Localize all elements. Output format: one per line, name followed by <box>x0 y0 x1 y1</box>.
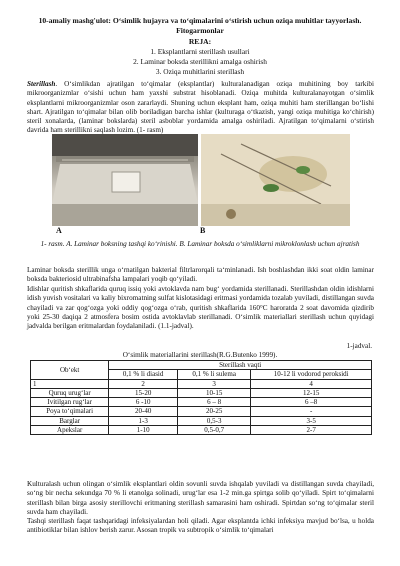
laminar-box-photo <box>52 134 198 226</box>
table-row <box>31 426 372 435</box>
table-row <box>31 407 372 416</box>
photo-label-a: A <box>56 226 62 235</box>
subheader-cell: 10-12 li vodorod peroksidi <box>251 370 372 379</box>
number-cell: 1 <box>31 379 109 388</box>
table-cell: Barglar <box>31 416 109 425</box>
table-row <box>31 388 372 397</box>
paragraph-laminar: Laminar boksda sterillik unga o‘rnatilgan bakterial filtrlarorqali ta‘minlanadi. Ish boshlashdan ikki soat oldin laminar boksda bakteriosid ultrabinafsha lampalari yoqib qo‘yiladi. <box>27 266 374 284</box>
page-title: 10-amaliy mashg'ulot: O‘simlik hujayra va to‘qimalarini o‘stirish uchun oziqa muhitlar tayyorlash. Fitogarmonlar <box>38 16 362 35</box>
table-number-row <box>31 379 372 388</box>
laminar-box-illustration <box>52 134 198 226</box>
table-header-row <box>31 361 372 370</box>
table-title: O‘simlik materiallarini sterillash(R.G.Butenko 1999). <box>122 351 278 359</box>
table-cell: 3-5 <box>251 416 372 425</box>
figure-caption: 1- rasm. A. Laminar boksning tashqi ko‘rinishi. B. Laminar boksda o‘simliklarni mikroklonlash uchun ajratish <box>40 240 360 248</box>
subheader-cell: 0,1 % li diasid <box>109 370 178 379</box>
table-cell: 2-7 <box>251 426 372 435</box>
table-cell: 20-25 <box>177 407 250 416</box>
subheader-cell: 0,1 % li sulema <box>177 370 250 379</box>
header-object: Ob‘ekt <box>31 361 109 380</box>
number-cell: 3 <box>177 379 250 388</box>
plan-item: 3. Oziqa muhitlarini sterillash <box>155 67 245 76</box>
plan-item: 2. Laminar boksda sterillikni amalga oshirish <box>133 57 267 66</box>
paragraph-explants: Kulturalash uchun olingan o‘simlik eksplantlari oldin sovunli suvda ishqalab yuviladi va distillangan suvda chayiladi, so‘ng bir necha sekundga 70 % li etanolga solinadi, urug‘lar esa 1-2 min.ga spirtga solib qo‘yiladi. Spirt to‘qimalarni sterillash bilan birga asosiy sterillovchi eritmaning sterillash samarasini ham oshiradi. Spirtdan so‘ng to‘qimalar steril suvda ham chayiladi. <box>27 480 374 516</box>
table-cell: 1-10 <box>109 426 178 435</box>
table-cell: Quruq urug‘lar <box>31 388 109 397</box>
table-cell: 12-15 <box>251 388 372 397</box>
plan-list <box>0 47 400 77</box>
table-cell: 15-20 <box>109 388 178 397</box>
table-cell: 1-3 <box>109 416 178 425</box>
table-row <box>31 398 372 407</box>
table-cell: 6 – 8 <box>177 398 250 407</box>
sterilization-table <box>30 360 372 435</box>
table-cell: - <box>251 407 372 416</box>
plan-heading: REJA: <box>188 37 212 46</box>
table-cell: Apekslar <box>31 426 109 435</box>
table-cell: 20-40 <box>109 407 178 416</box>
microcloning-illustration <box>201 134 350 226</box>
table-cell: 6 -10 <box>109 398 178 407</box>
table-label: 1-jadval. <box>346 342 372 350</box>
photo-label-b: B <box>200 226 206 235</box>
figure-photos <box>52 134 350 226</box>
table-cell: 0,5-3 <box>177 416 250 425</box>
microcloning-photo <box>201 134 350 226</box>
number-cell: 4 <box>251 379 372 388</box>
paragraph-dishes: Idishlar quritish shkaflarida quruq issiq yoki avtoklavda nam bug‘ yordamida sterillanadi. Sterillashdan oldin idishlarni idish yuvish vositalari va kaliy bixromatning sulfat kislotasidagi eritmasi yordamida tozalab yuviladi, distillangan suvda chayiladi va zar qog‘ozga yoki oddiy qog‘ozga o‘rab, quritish shkaflarida 160°C haroratda 2 soat davomida qizdirib yoki 25-30 daqiqa 2 atmosfera bosim ostida avtoklavlab sterillanadi. O‘simlik materiallari sterillash uchun quyidagi jadvalda berilgan eritmalardan foydalaniladi. (1.1-jadval). <box>27 285 374 331</box>
table-cell: Poya to‘qimalari <box>31 407 109 416</box>
table-cell: 0,5-0,7 <box>177 426 250 435</box>
paragraph-infection: Tashqi sterillash faqat tashqaridagi infeksiyalardan holi qiladi. Agar eksplantda ichki infeksiya mavjud bo‘lsa, u holda antibiotiklar bilan ishlov berish zarur. Asosan tropik va subtropik o‘simlik to‘qimalari <box>27 517 374 535</box>
term-sterillash: Sterillash <box>27 80 56 88</box>
paragraph-text: . O‘simlikdan ajratilgan to‘qimalar (eksplantlar) kulturalanadigan oziqa muhitining boy tarkibi mikroorganizmlar o‘sishi uchun ham yaxshi substrat hisoblanadi. Oziqa muhitda kulturalanayotgan o‘simlik eksplantlarni mikroorganizmlar oson zararlaydi. Shuning uchun eksplant ham, oziqa muhiti ham sterillangan bo‘lishi shart. Ajratilgan to‘qimalar bilan olib boriladigan barcha ishlar (kulturaga o‘tkazish, yangi oziqa muhitiga ko‘chirish) steril xonalarda, (laminar bokslarda) steril asboblar yordamida amalga oshiriladi. Ajratilgan to‘qimalarni o‘stirish davrida ham sterillikni saqlash lozim. (1- rasm) <box>27 80 374 135</box>
table-cell: 10-15 <box>177 388 250 397</box>
plan-item: 1. Eksplantlarni sterillash usullari <box>150 47 250 56</box>
paragraph-sterilization <box>27 80 374 136</box>
table-cell: 6 –8 <box>251 398 372 407</box>
number-cell: 2 <box>109 379 178 388</box>
header-time: Sterillash vaqti <box>109 361 372 370</box>
table-cell: Ivitilgan rug‘lar <box>31 398 109 407</box>
table-row <box>31 416 372 425</box>
